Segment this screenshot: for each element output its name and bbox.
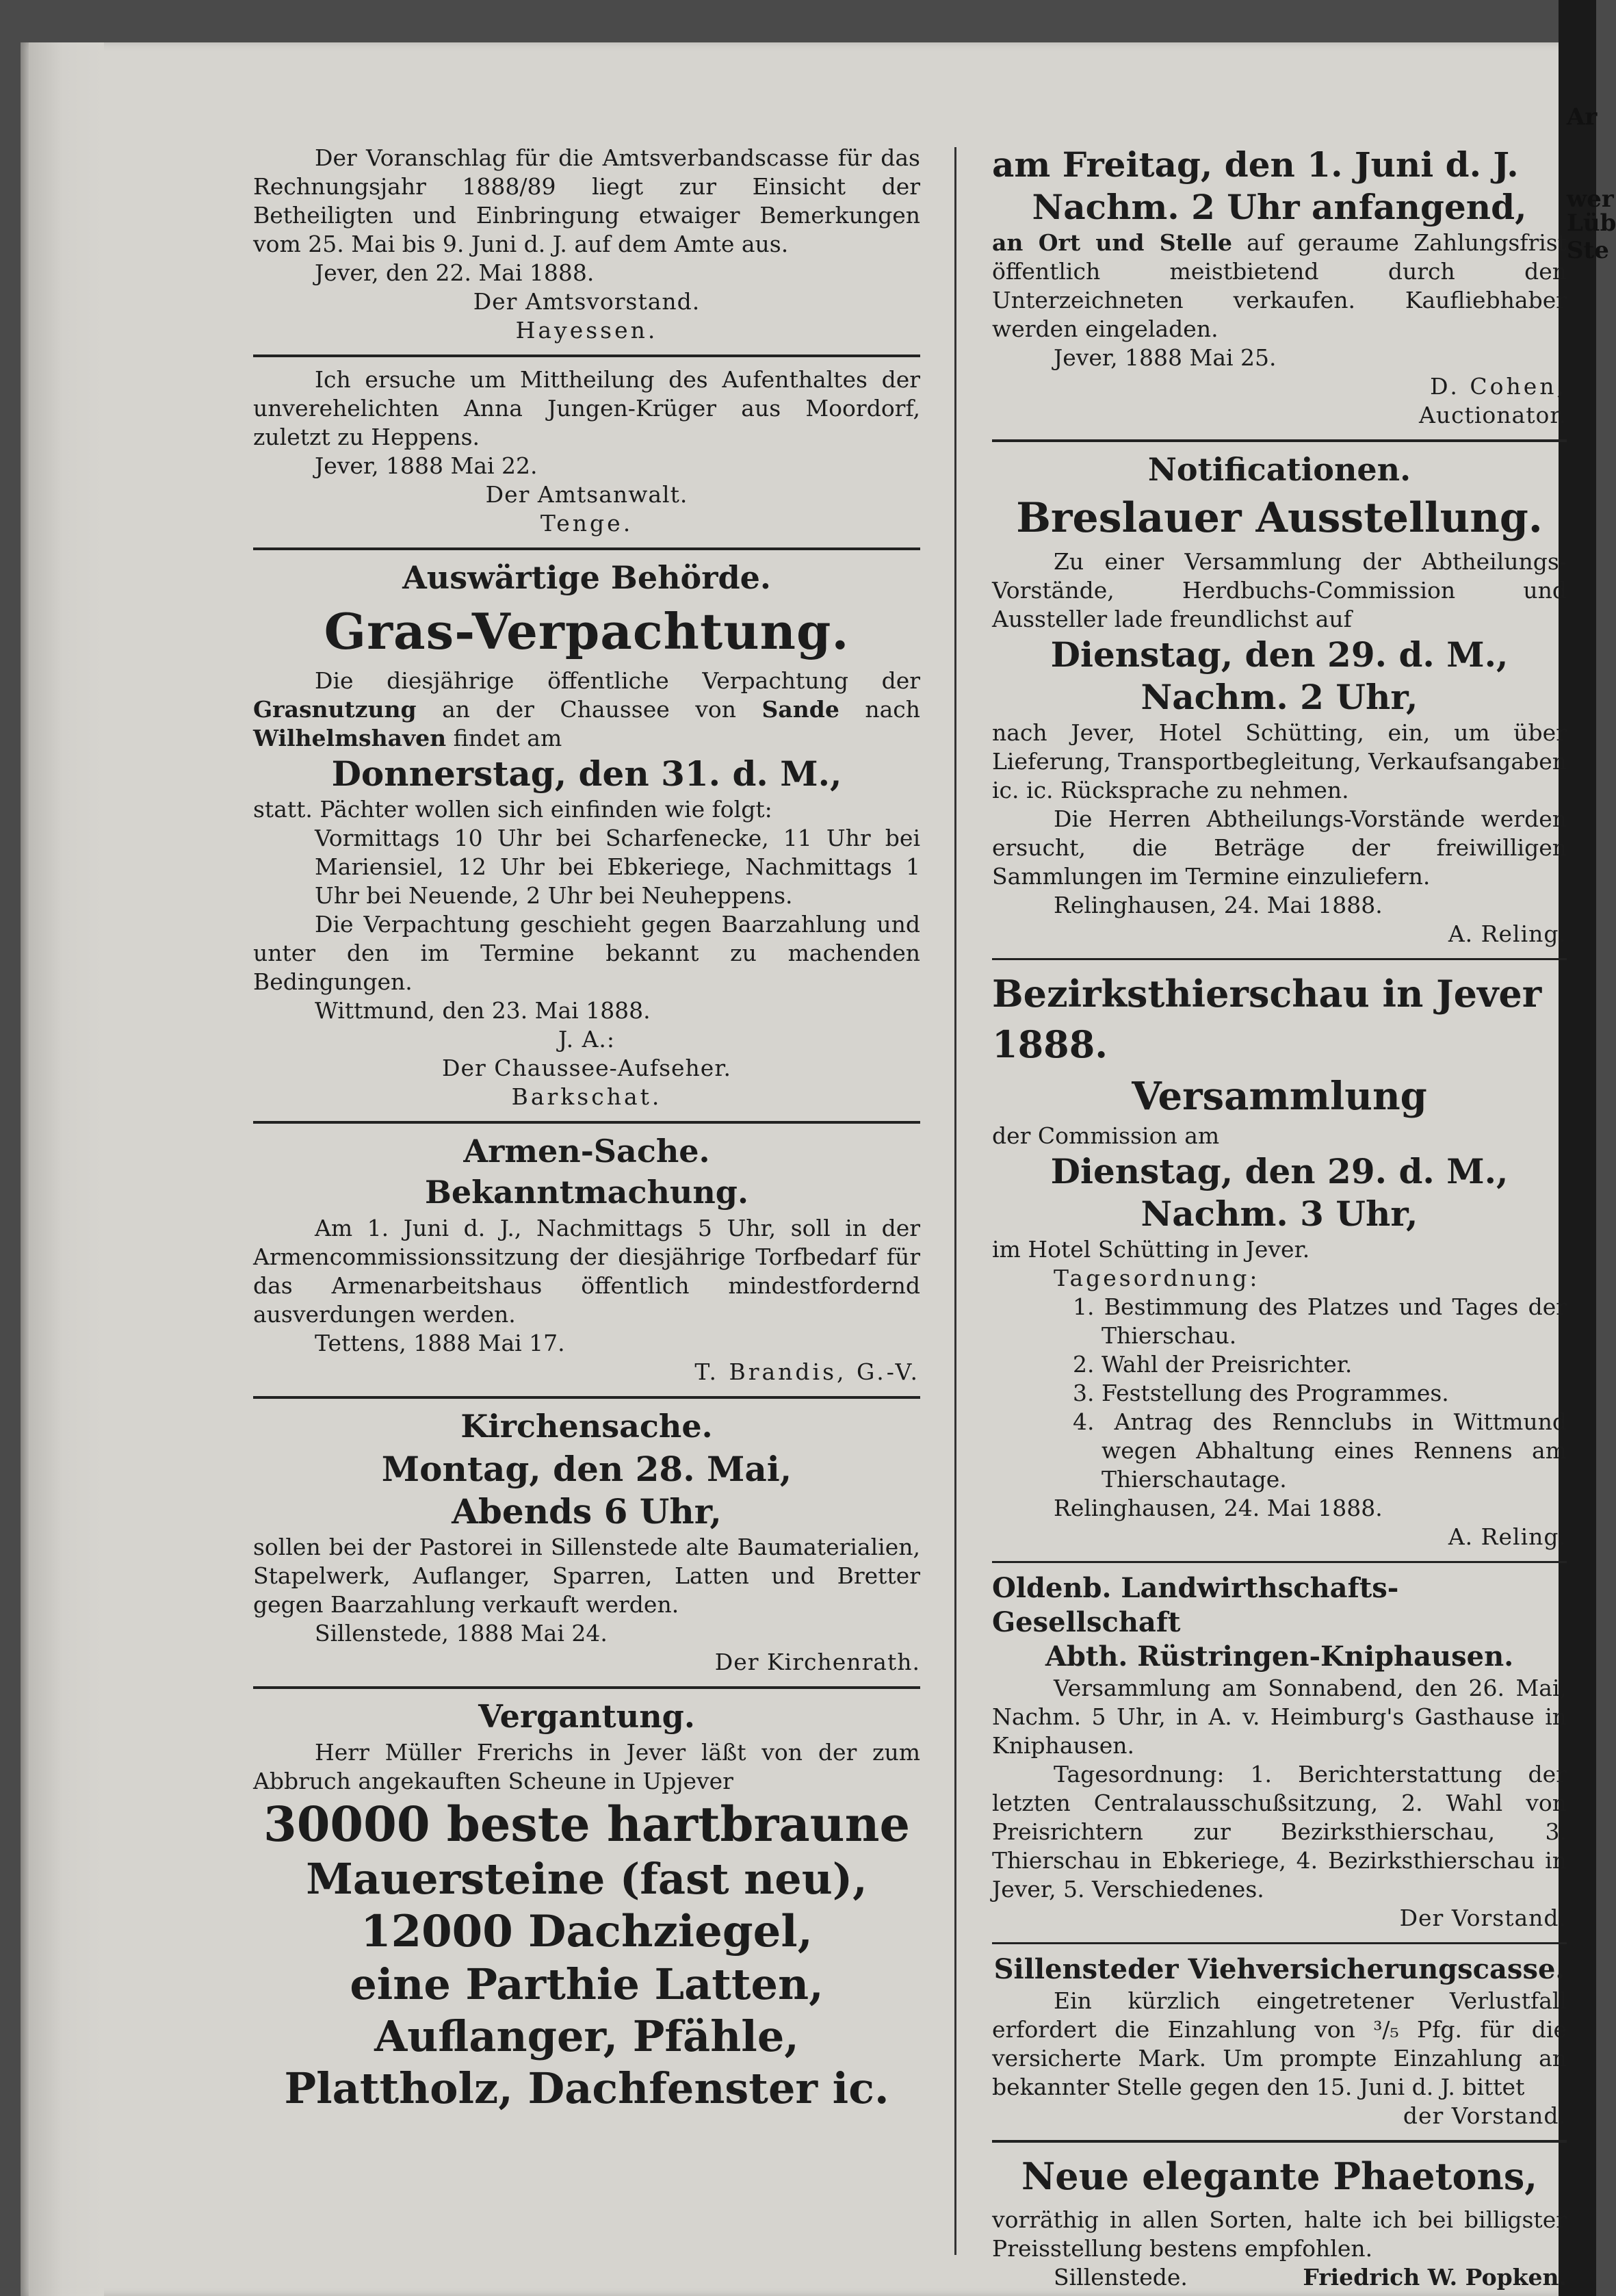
notice-title: Neue elegante Phaetons, (1021, 2154, 1538, 2198)
notice-paragraph: Die diesjährige öffentliche Verpachtung der Grasnutzung an der Chaussee von Sande nach Wilhelmshaven findet am (253, 667, 920, 751)
notice-place-date: Jever, 1888 Mai 25. (1054, 344, 1277, 371)
notice-paragraph: Die Herren Abtheilungs-Vorstände werden ersucht, die Beträge der freiwilligen Sammlungen im Termine einzuliefern. (992, 805, 1567, 890)
notice-time: Nachm. 2 Uhr, (1141, 677, 1418, 717)
notice-footer (992, 2263, 1567, 2292)
notice-signature-title: Auctionator. (1419, 402, 1567, 428)
notice-time: Nachm. 2 Uhr anfangend, (1032, 187, 1527, 227)
column-divider (954, 147, 956, 2255)
page-binding-shadow (29, 42, 104, 2296)
notice-title: Bezirksthierschau in Jever 1888. (992, 972, 1542, 1066)
notice-bezirksthierschau (992, 968, 1567, 1551)
notice-paragraph: nach Jever, Hotel Schütting, ein, um über Lieferung, Transportbegleitung, Verkaufsangaben ic. ic. Rücksprache zu nehmen. (992, 719, 1567, 803)
notice-signature-title: Der Amtsanwalt. (485, 481, 688, 508)
notice-time: Nachm. 3 Uhr, (1141, 1194, 1418, 1234)
separator-rule (253, 1686, 920, 1689)
notice-place-date: Sillenstede, 1888 Mai 24. (315, 1620, 608, 1647)
notice-date: Donnerstag, den 31. d. M., (331, 753, 842, 794)
notice-place-date: Jever, den 22. Mai 1888. (315, 259, 595, 286)
notice-date: Montag, den 28. Mai, (381, 1449, 792, 1489)
separator-rule (253, 547, 920, 550)
notice-signature: Friedrich W. Popken. (1303, 2264, 1567, 2291)
edge-fragment-4: Ste (1567, 237, 1609, 264)
notice-armen-sache (253, 1132, 920, 1386)
notice-body: Der Voranschlag für die Amtsverbandscasse für das Rechnungsjahr 1888/89 liegt zur Einsicht der Betheiligten und Einbringung etwaiger Bemerkungen vom 25. Mai bis 9. Juni d. J. auf dem Amte aus. (253, 144, 920, 257)
notice-title: Bekanntmachung. (425, 1174, 748, 1211)
notice-place-date: Jever, 1888 Mai 22. (315, 452, 538, 479)
separator-rule (992, 1561, 1567, 1563)
edge-fragment-2: wer (1567, 185, 1614, 213)
notice-title: Oldenb. Landwirthschafts-Gesellschaft (992, 1572, 1399, 1638)
notice-signature-name: D. Cohen, (1430, 373, 1567, 400)
notice-signature-title: Der Chaussee-Aufseher. (442, 1055, 731, 1081)
notice-place-date: Relinghausen, 24. Mai 1888. (1054, 1495, 1383, 1521)
left-column (253, 144, 920, 2115)
notice-time: Abends 6 Uhr, (452, 1491, 722, 1532)
notice-phaetons (992, 2151, 1567, 2292)
separator-rule (992, 1942, 1567, 1944)
notice-breslauer-ausstellung (992, 450, 1567, 949)
notice-paragraph: Vormittags 10 Uhr bei Scharfenecke, 11 Uhr bei Mariensiel, 12 Uhr bei Ebkeriege, Nachmittags 1 Uhr bei Neuende, 2 Uhr bei Neuheppens. (315, 825, 920, 909)
edge-fragment-1: Ar (1567, 103, 1598, 131)
notice-signature: Der Vorstand. (1399, 1905, 1567, 1931)
right-column (992, 144, 1567, 2292)
notice-voranschlag (253, 144, 920, 345)
notice-body: sollen bei der Pastorei in Sillenstede alte Baumaterialien, Stapelwerk, Auflanger, Sparren, Latten und Bretter gegen Baarzahlung verkauft werden. (253, 1534, 920, 1618)
agenda-item: 2. Wahl der Preisrichter. (1073, 1351, 1353, 1378)
notice-title: Breslauer Ausstellung. (1016, 494, 1543, 542)
notice-signature: A. Reling. (1448, 1523, 1567, 1550)
separator-rule (253, 354, 920, 357)
separator-rule (992, 2140, 1567, 2143)
notice-item-4: eine Parthie Latten, Auflanger, Pfähle, Plattholz, Dachfenster ic. (284, 1959, 889, 2113)
notice-item-2: Mauersteine (fast neu), (306, 1854, 868, 1904)
notice-paragraph: Tagesordnung: 1. Berichterstattung der letzten Centralausschußsitzung, 2. Wahl von Preisrichtern zur Bezirksthierschau, 3. Thierschau in Ebkeriege, 4. Bezirksthierschau in Jever, 5. Verschiedenes. (992, 1761, 1567, 1902)
notice-place: Sillenstede. (1054, 2264, 1188, 2291)
notice-subtitle: Abth. Rüstringen-Kniphausen. (1045, 1640, 1514, 1673)
notice-vergantung (253, 1697, 920, 2115)
notice-paragraph: vorräthig in allen Sorten, halte ich bei billigster Preisstellung bestens empfohlen. (992, 2206, 1567, 2262)
notice-date: am Freitag, den 1. Juni d. J. (992, 144, 1519, 185)
section-header: Notificationen. (1147, 451, 1411, 488)
section-header: Auswärtige Behörde. (402, 559, 771, 596)
agenda-item: 4. Antrag des Rennclubs in Wittmund wegen Abhaltung eines Rennens am Thierschautage. (1073, 1408, 1567, 1493)
notice-paragraph: statt. Pächter wollen sich einfinden wie folgt: (253, 796, 772, 823)
notice-date: Dienstag, den 29. d. M., (1050, 634, 1509, 675)
notice-aufenthalt (253, 365, 920, 538)
separator-rule (253, 1396, 920, 1399)
agenda-item: 3. Feststellung des Programmes. (1073, 1380, 1449, 1406)
notice-signature: T. Brandis, G.-V. (694, 1358, 920, 1385)
notice-viehversicherung (992, 1952, 1567, 2130)
notice-item-1: 30000 beste hartbraune (263, 1796, 910, 1853)
notice-signature: Der Kirchenrath. (714, 1649, 920, 1675)
edge-fragment-3: Lüb (1567, 209, 1616, 237)
notice-signature-name: Hayessen. (515, 317, 658, 344)
notice-title: Sillensteder Viehversicherungscasse. (993, 1953, 1565, 1985)
notice-place-date: Tettens, 1888 Mai 17. (315, 1330, 565, 1356)
notice-signature-title: Der Amtsvorstand. (473, 288, 701, 315)
notice-paragraph: im Hotel Schütting in Jever. (992, 1236, 1310, 1263)
notice-kirchensache (253, 1407, 920, 1677)
notice-paragraph: Versammlung am Sonnabend, den 26. Mai, Nachm. 5 Uhr, in A. v. Heimburg's Gasthause in Kniphausen. (992, 1675, 1567, 1759)
notice-title: Gras-Verpachtung. (324, 602, 850, 660)
separator-rule (992, 958, 1567, 960)
notice-signature: der Vorstand. (1403, 2102, 1567, 2129)
notice-paragraph: an Ort und Stelle auf geraume Zahlungsfrist öffentlich meistbietend durch den Unterzeichneten verkaufen. Kaufliebhaber werden eingeladen. (992, 229, 1567, 342)
notice-body: Ich ersuche um Mittheilung des Aufenthaltes der unverehelichten Anna Jungen-Krüger aus Moordorf, zuletzt zu Heppens. (253, 366, 920, 450)
agenda-item: 1. Bestimmung des Platzes und Tages der Thierschau. (1073, 1293, 1567, 1349)
separator-rule (253, 1121, 920, 1124)
notice-gras-verpachtung (253, 558, 920, 1111)
notice-signature-name: Tenge. (540, 510, 634, 537)
notice-paragraph: Zu einer Versammlung der Abtheilungs-Vorstände, Herdbuchs-Commission und Aussteller lade freundlichst auf (992, 548, 1567, 632)
section-header: Kirchensache. (460, 1408, 713, 1445)
notice-place-date: Wittmund, den 23. Mai 1888. (315, 997, 651, 1024)
notice-paragraph: Die Verpachtung geschieht gegen Baarzahlung und unter den im Termine bekannt zu machenden Bedingungen. (253, 911, 920, 995)
notice-item-3: 12000 Dachziegel, (361, 1906, 813, 1957)
notice-subtitle: Versammlung (1132, 1074, 1427, 1119)
notice-body: Am 1. Juni d. J., Nachmittags 5 Uhr, soll in der Armencommissionssitzung der diesjährige Torfbedarf für das Armenarbeitshaus öffentlich mindestfordernd ausverdungen werden. (253, 1215, 920, 1328)
agenda-label: Tagesordnung: (1054, 1265, 1260, 1291)
section-header: Armen-Sache. (463, 1133, 710, 1170)
notice-signature-name: Barkschat. (511, 1083, 662, 1110)
notice-oldenb-landwirthschaft (992, 1571, 1567, 1933)
separator-rule (992, 439, 1567, 442)
notice-paragraph: Ein kürzlich eingetretener Verlustfall erfordert die Einzahlung von ³/₅ Pfg. für die versicherte Mark. Um prompte Einzahlung an bekannter Stelle gegen den 15. Juni d. J. bittet (992, 1987, 1567, 2100)
notice-body: Herr Müller Frerichs in Jever läßt von der zum Abbruch angekauften Scheune in Upjever (253, 1739, 920, 1794)
notice-place-date: Relinghausen, 24. Mai 1888. (1054, 892, 1383, 918)
section-header: Vergantung. (478, 1698, 695, 1735)
notice-paragraph: der Commission am (992, 1122, 1220, 1149)
notice-date: Dienstag, den 29. d. M., (1050, 1151, 1509, 1191)
notice-cohen-auction (992, 144, 1567, 430)
notice-signature: A. Reling. (1448, 920, 1567, 947)
notice-signature-prefix: J. A.: (558, 1026, 616, 1053)
